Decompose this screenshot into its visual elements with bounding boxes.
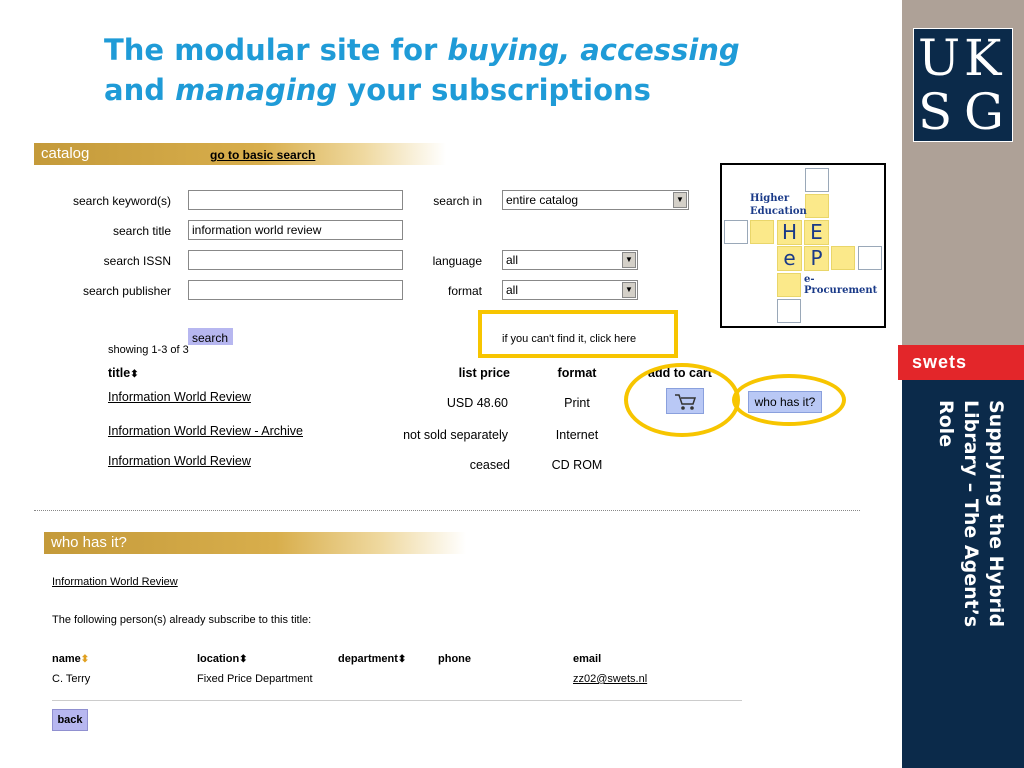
table-divider	[52, 700, 742, 701]
language-label: language	[432, 254, 482, 268]
result-title-link[interactable]: Information World Review - Archive	[108, 424, 303, 438]
department-column-header[interactable]	[338, 653, 406, 665]
name-column-label: name	[52, 653, 81, 665]
publisher-input[interactable]	[188, 280, 403, 300]
subscriber-location: Fixed Price Department	[197, 673, 313, 685]
result-title-link[interactable]: Information World Review	[108, 390, 251, 404]
sort-icon[interactable]: ⬍	[397, 654, 407, 665]
back-button[interactable]: back	[52, 709, 88, 731]
sidebar-caption-line2: Library – The Agent’s	[960, 400, 982, 628]
who-has-it-header-label: who has it?	[51, 534, 127, 551]
chevron-down-icon: ▼	[622, 282, 636, 298]
list-price-column-header: list price	[458, 366, 510, 380]
cant-find-link[interactable]: if you can't find it, click here	[502, 333, 637, 345]
keywords-label: search keyword(s)	[72, 194, 171, 208]
add-to-cart-button[interactable]	[666, 388, 704, 414]
name-column-header[interactable]	[52, 653, 89, 665]
title-column-header[interactable]	[108, 366, 139, 380]
phone-column-header: phone	[438, 653, 471, 665]
subscriber-email-link[interactable]: zz02@swets.nl	[573, 673, 648, 685]
slide-title: The modular site for buying, accessing and managing your subscriptions	[104, 33, 740, 107]
search-in-label: search in	[433, 194, 482, 208]
result-price: not sold separately	[403, 428, 508, 442]
sort-icon[interactable]: ⬍	[130, 369, 139, 380]
title-column-label: title	[108, 366, 131, 380]
title-input[interactable]: information world review	[188, 220, 403, 240]
who-has-it-button[interactable]: who has it?	[748, 391, 822, 413]
format-value: all	[506, 283, 519, 297]
format-label: format	[447, 284, 482, 298]
search-in-select[interactable]	[502, 190, 689, 210]
add-to-cart-column-header: add to cart	[648, 366, 712, 380]
catalog-header-label: catalog	[41, 145, 90, 162]
result-format: Print	[564, 396, 590, 410]
sidebar-caption-line1: Supplying the Hybrid	[985, 400, 1007, 628]
issn-input[interactable]	[188, 250, 403, 270]
result-format: CD ROM	[551, 458, 603, 472]
who-has-it-header	[44, 532, 466, 554]
keywords-input[interactable]	[188, 190, 403, 210]
language-value: all	[506, 253, 519, 267]
result-price: USD 48.60	[446, 396, 508, 410]
sort-icon[interactable]: ⬍	[239, 654, 248, 665]
language-select[interactable]	[502, 250, 638, 270]
heep-logo: H E e P Higher Education e-Procurement	[720, 163, 886, 328]
location-column-header[interactable]	[197, 653, 248, 665]
email-column-header: email	[573, 653, 602, 665]
cart-icon	[667, 389, 703, 413]
issn-label: search ISSN	[103, 254, 171, 268]
who-has-it-title-link[interactable]: Information World Review	[52, 576, 178, 588]
subscriber-name: C. Terry	[52, 673, 91, 685]
section-divider	[34, 510, 860, 511]
format-select[interactable]	[502, 280, 638, 300]
search-in-value: entire catalog	[506, 193, 579, 207]
location-column-label: location	[197, 653, 240, 665]
swets-logo: swets	[898, 345, 1024, 380]
format-column-header: format	[557, 366, 597, 380]
sidebar-caption	[920, 400, 1010, 750]
search-button[interactable]: search	[188, 328, 233, 345]
results-count: showing 1-3 of 3	[108, 344, 189, 356]
sort-icon[interactable]: ⬍	[80, 654, 90, 665]
result-price: ceased	[469, 458, 510, 472]
title-label: search title	[112, 224, 171, 238]
sidebar-caption-line3: Role	[935, 400, 957, 448]
result-title-link[interactable]: Information World Review	[108, 454, 251, 468]
department-column-label: department	[338, 653, 398, 665]
who-has-it-intro: The following person(s) already subscribe to this title:	[52, 614, 312, 626]
result-format: Internet	[555, 428, 599, 442]
chevron-down-icon: ▼	[622, 252, 636, 268]
uksg-logo: U K S G	[913, 28, 1013, 142]
basic-search-link[interactable]: go to basic search	[210, 148, 316, 162]
publisher-label: search publisher	[82, 284, 171, 298]
chevron-down-icon: ▼	[673, 192, 687, 208]
